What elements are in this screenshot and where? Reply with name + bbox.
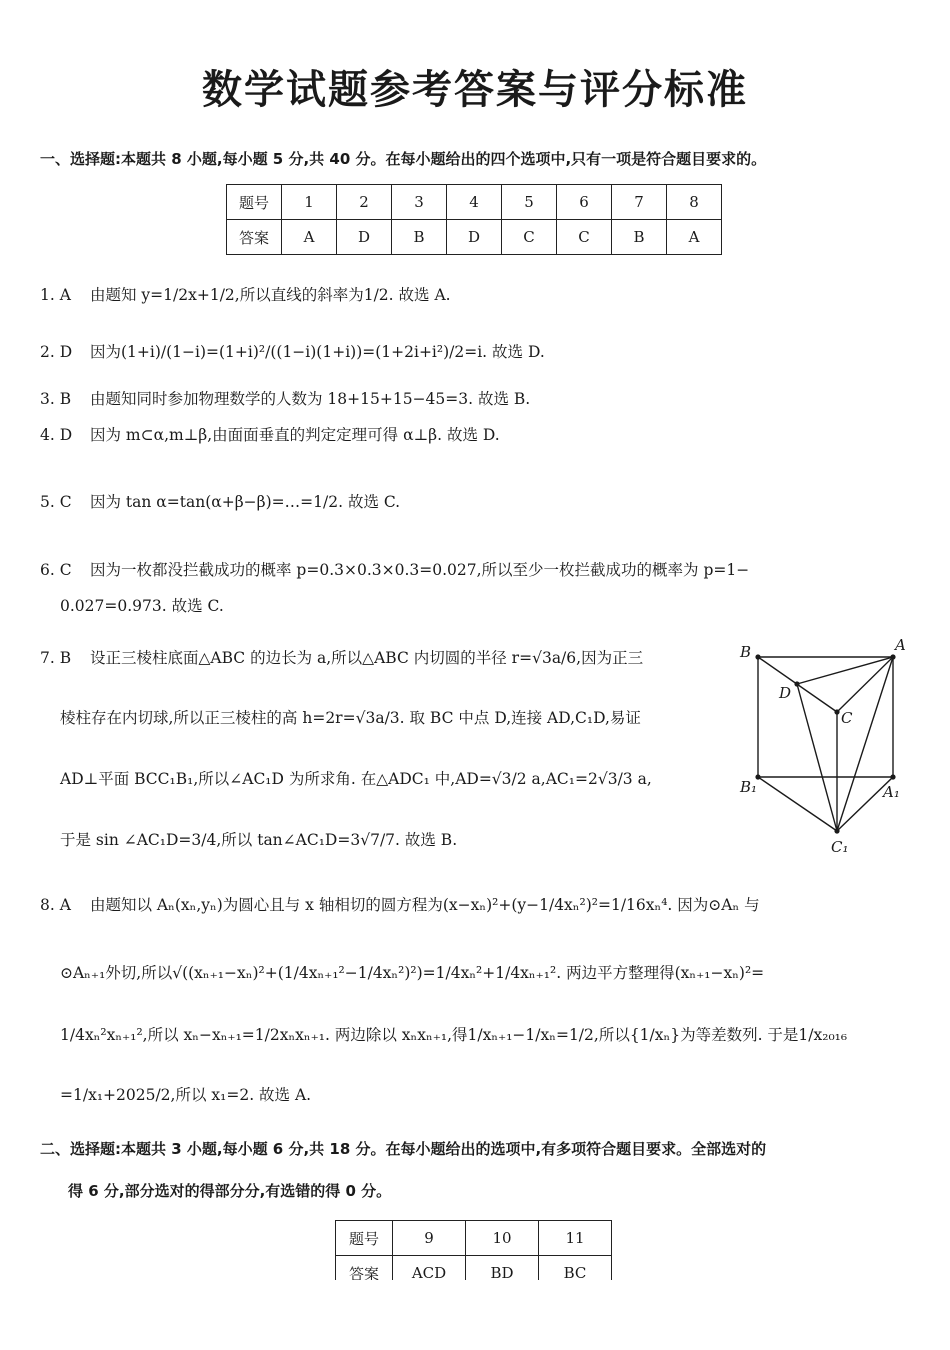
solution-8-line4: =1/x₁+2025/2,所以 x₁=2. 故选 A. bbox=[60, 1086, 312, 1104]
solution-number: 4. D bbox=[40, 426, 73, 444]
solution-8 bbox=[40, 895, 760, 915]
table-cell: 8 bbox=[667, 185, 722, 220]
solution-number: 7. B bbox=[40, 649, 72, 667]
solution-2 bbox=[40, 342, 545, 362]
table-cell: 5 bbox=[502, 185, 557, 220]
solution-4 bbox=[40, 425, 500, 445]
vertex-D bbox=[794, 681, 799, 686]
solution-text: 由题知以 Aₙ(xₙ,yₙ)为圆心且与 x 轴相切的圆方程为(x−xₙ)²+(y−1/4xₙ²)²=1/16xₙ⁴. 因为⊙Aₙ 与 bbox=[90, 896, 760, 914]
solution-1 bbox=[40, 285, 451, 305]
prism-figure bbox=[735, 635, 915, 860]
table-cell: 2 bbox=[337, 185, 392, 220]
table-cell: 6 bbox=[557, 185, 612, 220]
solution-text: 由题知同时参加物理数学的人数为 18+15+15−45=3. 故选 B. bbox=[90, 390, 531, 408]
label-B: B bbox=[740, 643, 752, 661]
page-title: 数学试题参考答案与评分标准 bbox=[202, 67, 748, 113]
table-cell: BD bbox=[466, 1256, 539, 1281]
solution-text: 因为一枚都没拦截成功的概率 p=0.3×0.3×0.3=0.027,所以至少一枚拦截成功的概率为 p=1− bbox=[90, 561, 750, 579]
vertex-C bbox=[834, 709, 839, 714]
label-D: D bbox=[779, 684, 792, 702]
label-B1: B₁ bbox=[740, 778, 758, 796]
solution-7-line3: AD⊥平面 BCC₁B₁,所以∠AC₁D 为所求角. 在△ADC₁ 中,AD=√3/2 a,AC₁=2√3/3 a, bbox=[60, 770, 652, 788]
vertex-A bbox=[890, 654, 895, 659]
table-cell: C bbox=[557, 220, 612, 255]
vertex-C1 bbox=[834, 828, 839, 833]
table-row-numbers bbox=[227, 185, 722, 220]
table-cell: D bbox=[447, 220, 502, 255]
table-cell: 11 bbox=[539, 1221, 612, 1256]
table-row-answers bbox=[227, 220, 722, 255]
solution-6 bbox=[40, 560, 749, 580]
edge-DC1 bbox=[797, 684, 837, 831]
table-cell: B bbox=[392, 220, 447, 255]
solution-7-line4: 于是 sin ∠AC₁D=3/4,所以 tan∠AC₁D=3√7/7. 故选 B. bbox=[60, 831, 458, 849]
solution-number: 2. D bbox=[40, 343, 73, 361]
table-header-label: 答案 bbox=[227, 220, 282, 255]
table-cell: 9 bbox=[393, 1221, 466, 1256]
table-cell: 1 bbox=[282, 185, 337, 220]
solution-text: 因为(1+i)/(1−i)=(1+i)²/((1−i)(1+i))=(1+2i+i²)/2=i. 故选 D. bbox=[90, 343, 545, 361]
vertex-B bbox=[755, 654, 760, 659]
table-header-label: 题号 bbox=[336, 1221, 393, 1256]
solution-8-line3: 1/4xₙ²xₙ₊₁²,所以 xₙ−xₙ₊₁=1/2xₙxₙ₊₁. 两边除以 xₙxₙ₊₁,得1/xₙ₊₁−1/xₙ=1/2,所以{1/xₙ}为等差数列. 于是1/x₂₀₁₆ bbox=[60, 1026, 848, 1044]
answer-table-2-clip bbox=[335, 1220, 625, 1280]
section-2-heading-cont: 得 6 分,部分选对的得部分分,有选错的得 0 分。 bbox=[68, 1182, 392, 1200]
table-cell: 4 bbox=[447, 185, 502, 220]
solution-text: 因为 m⊂α,m⊥β,由面面垂直的判定定理可得 α⊥β. 故选 D. bbox=[90, 426, 500, 444]
answer-table-1 bbox=[226, 184, 722, 255]
table-cell: 7 bbox=[612, 185, 667, 220]
table-cell: BC bbox=[539, 1256, 612, 1281]
solution-number: 5. C bbox=[40, 493, 72, 511]
solution-8-line2: ⊙Aₙ₊₁外切,所以√((xₙ₊₁−xₙ)²+(1/4xₙ₊₁²−1/4xₙ²)²)=1/4xₙ²+1/4xₙ₊₁². 两边平方整理得(xₙ₊₁−xₙ)²= bbox=[60, 964, 765, 982]
label-C: C bbox=[841, 709, 853, 727]
solution-7-line2: 棱柱存在内切球,所以正三棱柱的高 h=2r=√3a/3. 取 BC 中点 D,连接 AD,C₁D,易证 bbox=[60, 709, 641, 727]
table-cell: A bbox=[667, 220, 722, 255]
vertex-A1 bbox=[890, 774, 895, 779]
table-cell: 3 bbox=[392, 185, 447, 220]
section-1-heading: 一、选择题:本题共 8 小题,每小题 5 分,共 40 分。在每小题给出的四个选项中,只有一项是符合题目要求的。 bbox=[40, 150, 767, 168]
label-A1: A₁ bbox=[883, 783, 900, 801]
solution-5 bbox=[40, 492, 400, 512]
table-cell: A bbox=[282, 220, 337, 255]
solution-number: 1. A bbox=[40, 286, 71, 304]
table-row-answers bbox=[336, 1256, 612, 1281]
solution-7 bbox=[40, 648, 643, 668]
table-cell: B bbox=[612, 220, 667, 255]
table-cell: 10 bbox=[466, 1221, 539, 1256]
solution-text: 因为 tan α=tan(α+β−β)=…=1/2. 故选 C. bbox=[90, 493, 401, 511]
table-header-label: 题号 bbox=[227, 185, 282, 220]
solution-6-cont: 0.027=0.973. 故选 C. bbox=[60, 597, 224, 615]
label-C1: C₁ bbox=[831, 838, 849, 856]
solution-number: 3. B bbox=[40, 390, 72, 408]
table-row-numbers bbox=[336, 1221, 612, 1256]
answer-table-2 bbox=[335, 1220, 612, 1280]
label-A: A bbox=[895, 636, 906, 654]
table-header-label: 答案 bbox=[336, 1256, 393, 1281]
table-cell: ACD bbox=[393, 1256, 466, 1281]
solution-3 bbox=[40, 389, 530, 409]
solution-text: 设正三棱柱底面△ABC 的边长为 a,所以△ABC 内切圆的半径 r=√3a/6,因为正三 bbox=[90, 649, 644, 667]
solution-number: 6. C bbox=[40, 561, 72, 579]
table-cell: D bbox=[337, 220, 392, 255]
solution-text: 由题知 y=1/2x+1/2,所以直线的斜率为1/2. 故选 A. bbox=[90, 286, 451, 304]
section-2-heading: 二、选择题:本题共 3 小题,每小题 6 分,共 18 分。在每小题给出的选项中,有多项符合题目要求。全部选对的 bbox=[40, 1140, 767, 1158]
solution-number: 8. A bbox=[40, 896, 71, 914]
table-cell: C bbox=[502, 220, 557, 255]
